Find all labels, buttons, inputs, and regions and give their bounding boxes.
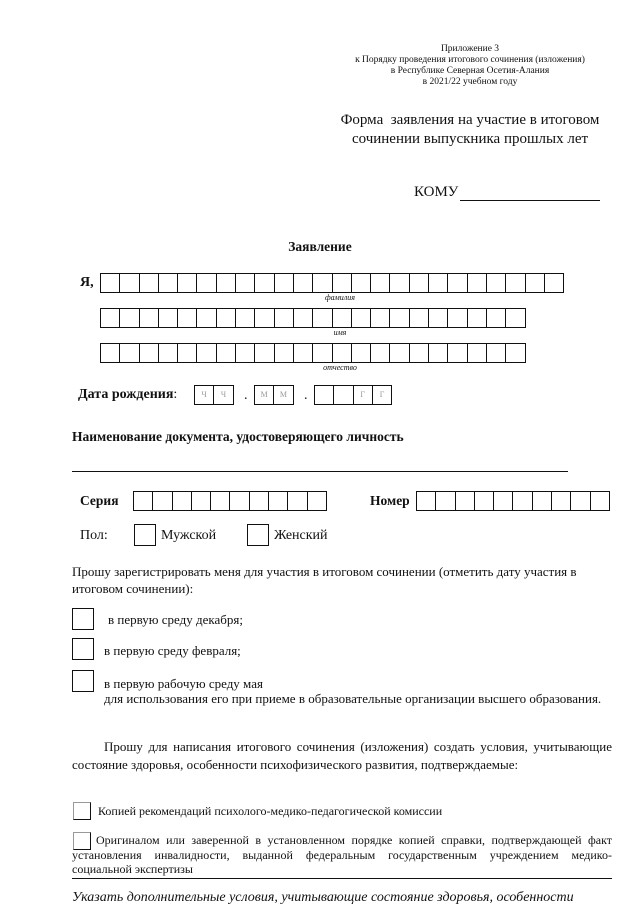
patronymic-cell[interactable] [254, 343, 274, 363]
name-cell[interactable] [409, 308, 429, 328]
pmpk-checkbox[interactable] [73, 802, 91, 820]
form-title-line1: Форма заявления на участие в итоговом [340, 112, 600, 128]
patronymic-cell[interactable] [505, 343, 525, 363]
patronymic-hint: отчество [323, 363, 357, 372]
patronymic-cell[interactable] [196, 343, 216, 363]
patronymic-cell[interactable] [293, 343, 313, 363]
name-cell[interactable] [235, 308, 255, 328]
form-title [330, 111, 610, 149]
december-checkbox[interactable] [72, 608, 94, 630]
gender-female-checkbox[interactable] [247, 524, 269, 546]
recipient-input-line[interactable] [460, 187, 600, 201]
birth-year-input[interactable] [314, 385, 391, 405]
gender-female-label: Женский [274, 528, 328, 543]
patronymic-cell[interactable] [177, 343, 197, 363]
mse-option-label: Оригиналом или заверенной в установленном порядке копией справки, подтверждающей факт установления инвалидности, выданной федеральным государственным учреждением медико-социальной экспертизы [72, 833, 612, 876]
patronymic-cell[interactable] [235, 343, 255, 363]
number-cell[interactable] [435, 491, 455, 511]
series-cell[interactable] [172, 491, 192, 511]
february-option-label: в первую среду февраля; [104, 643, 241, 658]
surname-cell[interactable] [119, 273, 139, 293]
name-cell[interactable] [370, 308, 390, 328]
surname-cell[interactable] [351, 273, 371, 293]
number-cell[interactable] [570, 491, 590, 511]
surname-hint: фамилия [325, 293, 355, 302]
surname-cell[interactable] [370, 273, 390, 293]
series-cell[interactable] [229, 491, 249, 511]
registration-request-text: Прошу зарегистрировать меня для участия в итоговом сочинении (отметить дату участия в итоговом сочинении): [72, 564, 577, 596]
pmpk-option-label: Копией рекомендаций психолого-медико-педагогической комиссии [98, 804, 443, 818]
patronymic-cell[interactable] [370, 343, 390, 363]
name-cell[interactable] [332, 308, 352, 328]
name-cell[interactable] [216, 308, 236, 328]
birth-date-label [78, 387, 177, 403]
december-option-label: в первую среду декабря; [108, 612, 243, 627]
birth-month-input[interactable] [254, 385, 293, 405]
birth-day-input[interactable] [194, 385, 233, 405]
birth-date-label-text: Дата рождения [78, 387, 174, 402]
gender-male-checkbox[interactable] [134, 524, 156, 546]
surname-cell[interactable] [544, 273, 564, 293]
birth-date-colon: : [173, 387, 178, 402]
patronymic-cell[interactable] [486, 343, 506, 363]
ya-label: Я, [80, 275, 94, 290]
name-cell[interactable] [139, 308, 159, 328]
may-checkbox[interactable] [72, 670, 94, 692]
surname-cell[interactable] [177, 273, 197, 293]
name-cell[interactable] [505, 308, 525, 328]
surname-cell[interactable] [525, 273, 545, 293]
patronymic-cell[interactable] [428, 343, 448, 363]
name-cell[interactable] [389, 308, 409, 328]
series-cell[interactable] [249, 491, 269, 511]
surname-cell[interactable] [293, 273, 313, 293]
name-hint: имя [333, 328, 347, 337]
year-cell[interactable] [314, 385, 334, 405]
surname-cell[interactable] [332, 273, 352, 293]
month-cell[interactable]: М [254, 385, 274, 405]
number-cell[interactable] [474, 491, 494, 511]
may-purpose-text: для использования его при приеме в образовательные организации высшего образования. [104, 691, 602, 706]
name-cell[interactable] [312, 308, 332, 328]
number-label: Номер [370, 493, 410, 508]
number-input[interactable] [416, 491, 609, 511]
appendix-line: Приложение 3 [440, 44, 500, 54]
number-cell[interactable] [455, 491, 475, 511]
number-cell[interactable] [416, 491, 436, 511]
name-cell[interactable] [100, 308, 120, 328]
day-cell[interactable]: Ч [213, 385, 233, 405]
year-cell[interactable]: Г [353, 385, 373, 405]
komu-label: КОМУ [414, 184, 459, 200]
surname-cell[interactable] [389, 273, 409, 293]
surname-cell[interactable] [216, 273, 236, 293]
patronymic-cell[interactable] [312, 343, 332, 363]
appendix-line: к Порядку проведения итогового сочинения (изложения) [355, 55, 585, 65]
surname-cell[interactable] [312, 273, 332, 293]
series-cell[interactable] [152, 491, 172, 511]
appendix-line: в 2021/22 учебном году [422, 77, 518, 87]
series-cell[interactable] [210, 491, 230, 511]
surname-cell[interactable] [139, 273, 159, 293]
name-cell[interactable] [486, 308, 506, 328]
surname-cell[interactable] [486, 273, 506, 293]
patronymic-cell[interactable] [139, 343, 159, 363]
appendix-header [300, 44, 640, 88]
year-cell[interactable] [333, 385, 353, 405]
number-cell[interactable] [551, 491, 571, 511]
name-cell[interactable] [274, 308, 294, 328]
patronymic-cell[interactable] [389, 343, 409, 363]
number-cell[interactable] [512, 491, 532, 511]
patronymic-cell[interactable] [332, 343, 352, 363]
patronymic-cell[interactable] [447, 343, 467, 363]
series-cell[interactable] [307, 491, 327, 511]
surname-cell[interactable] [409, 273, 429, 293]
series-cell[interactable] [133, 491, 153, 511]
date-dot: . [244, 388, 248, 403]
patronymic-cell[interactable] [158, 343, 178, 363]
may-option-label: в первую рабочую среду мая [104, 676, 263, 691]
patronymic-cell[interactable] [351, 343, 371, 363]
february-checkbox[interactable] [72, 638, 94, 660]
name-cell[interactable] [254, 308, 274, 328]
surname-cell[interactable] [158, 273, 178, 293]
number-cell[interactable] [532, 491, 552, 511]
name-cell[interactable] [293, 308, 313, 328]
series-input[interactable] [133, 491, 326, 511]
name-cell[interactable] [119, 308, 139, 328]
day-cell[interactable]: Ч [194, 385, 214, 405]
surname-cell[interactable] [447, 273, 467, 293]
gender-label: Пол: [80, 528, 108, 543]
surname-cell[interactable] [505, 273, 525, 293]
date-dot: . [304, 388, 308, 403]
name-cell[interactable] [196, 308, 216, 328]
surname-cell[interactable] [100, 273, 120, 293]
number-cell[interactable] [493, 491, 513, 511]
surname-cell[interactable] [254, 273, 274, 293]
series-cell[interactable] [268, 491, 288, 511]
form-title-line2: сочинении выпускника прошлых лет [351, 131, 589, 147]
surname-cell[interactable] [235, 273, 255, 293]
name-cell[interactable] [467, 308, 487, 328]
patronymic-cell[interactable] [119, 343, 139, 363]
surname-input[interactable] [100, 273, 563, 293]
recipient-field [414, 184, 600, 201]
surname-cell[interactable] [467, 273, 487, 293]
gender-male-label: Мужской [161, 528, 217, 543]
additional-conditions-note: Указать дополнительные условия, учитывающие состояние здоровья, особенности [72, 890, 574, 905]
series-label: Серия [80, 493, 119, 508]
number-cell[interactable] [590, 491, 610, 511]
patronymic-cell[interactable] [100, 343, 120, 363]
statement-title: Заявление [288, 239, 352, 254]
special-conditions-text: Прошу для написания итогового сочинения (изложения) создать условия, учитывающие состояние здоровья, особенности психофизического развития, подтверждаемые: [72, 739, 612, 772]
month-cell[interactable]: М [273, 385, 293, 405]
patronymic-cell[interactable] [467, 343, 487, 363]
patronymic-input[interactable] [100, 343, 525, 363]
name-cell[interactable] [177, 308, 197, 328]
appendix-line: в Республике Северная Осетия-Алания [390, 66, 550, 76]
name-cell[interactable] [447, 308, 467, 328]
name-cell[interactable] [428, 308, 448, 328]
patronymic-cell[interactable] [409, 343, 429, 363]
surname-cell[interactable] [274, 273, 294, 293]
section-divider [72, 878, 612, 879]
year-cell[interactable]: Г [372, 385, 392, 405]
surname-cell[interactable] [428, 273, 448, 293]
patronymic-cell[interactable] [274, 343, 294, 363]
series-cell[interactable] [191, 491, 211, 511]
patronymic-cell[interactable] [216, 343, 236, 363]
name-cell[interactable] [351, 308, 371, 328]
name-cell[interactable] [158, 308, 178, 328]
surname-cell[interactable] [196, 273, 216, 293]
series-cell[interactable] [287, 491, 307, 511]
identity-document-input-line[interactable] [72, 471, 568, 472]
name-input[interactable] [100, 308, 525, 328]
identity-document-heading: Наименование документа, удостоверяющего личность [72, 429, 404, 444]
